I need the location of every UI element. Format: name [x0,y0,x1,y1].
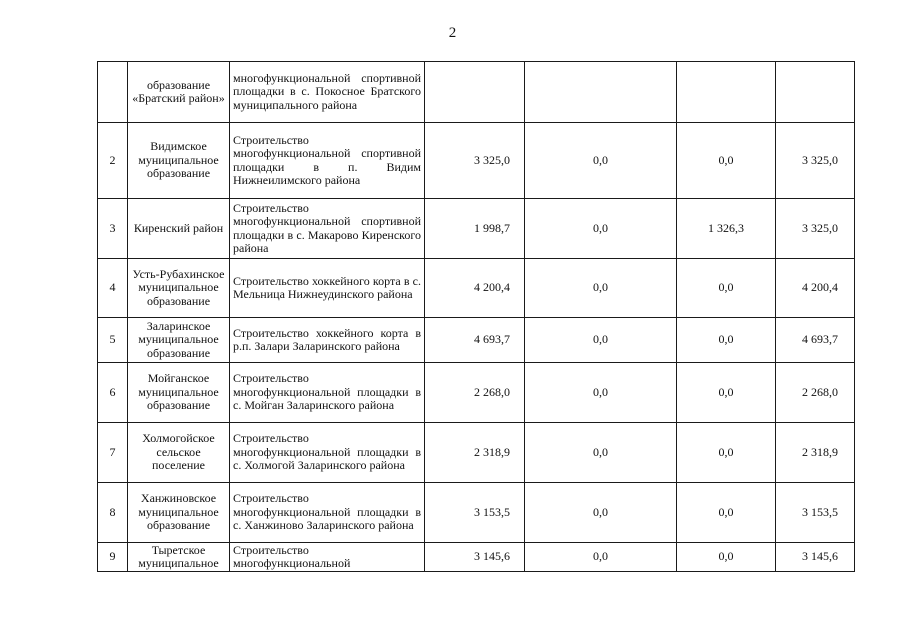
amount-total [776,62,855,123]
amount-2 [525,62,677,123]
table-row [98,123,855,199]
amount-total: 3 153,5 [776,483,855,543]
project-description: Строительство хоккейного корта в р.п. Залари Заларинского района [230,318,425,363]
amount-total: 2 268,0 [776,363,855,423]
row-number [98,62,128,123]
amount-total: 4 200,4 [776,259,855,318]
subsidy-table [97,61,855,572]
table-row [98,543,855,572]
amount-3 [677,62,776,123]
row-number: 9 [98,543,128,572]
table-row [98,199,855,259]
amount-total: 4 693,7 [776,318,855,363]
amount-3: 0,0 [677,363,776,423]
amount-3: 0,0 [677,543,776,572]
amount-3: 0,0 [677,318,776,363]
municipality-name: Киренский район [128,199,230,259]
amount-total: 3 145,6 [776,543,855,572]
municipality-name: Тыретское муниципальное [128,543,230,572]
table-row [98,363,855,423]
amount-2: 0,0 [525,423,677,483]
project-description: Строительство многофункциональной спортивной площадки в с. Макарово Киренского района [230,199,425,259]
amount-1: 4 693,7 [425,318,525,363]
row-number: 4 [98,259,128,318]
amount-2: 0,0 [525,483,677,543]
municipality-name: Мойганское муниципальное образование [128,363,230,423]
table-row [98,318,855,363]
project-description: Строительство многофункциональной площадки в с. Ханжиново Заларинского района [230,483,425,543]
row-number: 2 [98,123,128,199]
amount-1: 2 318,9 [425,423,525,483]
municipality-name: Заларинское муниципальное образование [128,318,230,363]
amount-3: 0,0 [677,483,776,543]
amount-2: 0,0 [525,259,677,318]
amount-2: 0,0 [525,363,677,423]
page-number: 2 [448,25,457,41]
row-number: 6 [98,363,128,423]
municipality-name: Ханжиновское муниципальное образование [128,483,230,543]
row-number: 8 [98,483,128,543]
amount-total: 3 325,0 [776,199,855,259]
project-description: Строительство многофункциональной площадки в с. Мойган Заларинского района [230,363,425,423]
amount-1: 1 998,7 [425,199,525,259]
project-description: многофункциональной спортивной площадки в с. Покосное Братского муниципального района [230,62,425,123]
table-row [98,483,855,543]
amount-1 [425,62,525,123]
municipality-name: Усть-Рубахинское муниципальное образование [128,259,230,318]
amount-2: 0,0 [525,123,677,199]
amount-3: 1 326,3 [677,199,776,259]
amount-2: 0,0 [525,318,677,363]
project-description: Строительство многофункциональной спортивной площадки в п. Видим Нижнеилимского района [230,123,425,199]
municipality-name: образование «Братский район» [128,62,230,123]
amount-1: 4 200,4 [425,259,525,318]
amount-2: 0,0 [525,199,677,259]
project-description: Строительство многофункциональной [230,543,425,572]
table-row [98,259,855,318]
amount-total: 2 318,9 [776,423,855,483]
amount-3: 0,0 [677,123,776,199]
amount-3: 0,0 [677,423,776,483]
row-number: 3 [98,199,128,259]
table-row [98,423,855,483]
project-description: Строительство хоккейного корта в с. Мельница Нижнеудинского района [230,259,425,318]
amount-total: 3 325,0 [776,123,855,199]
municipality-name: Видимское муниципальное образование [128,123,230,199]
row-number: 7 [98,423,128,483]
municipality-name: Холмогойское сельское поселение [128,423,230,483]
amount-1: 3 325,0 [425,123,525,199]
amount-1: 3 153,5 [425,483,525,543]
amount-1: 2 268,0 [425,363,525,423]
amount-2: 0,0 [525,543,677,572]
table-row [98,62,855,123]
row-number: 5 [98,318,128,363]
project-description: Строительство многофункциональной площадки в с. Холмогой Заларинского района [230,423,425,483]
amount-3: 0,0 [677,259,776,318]
amount-1: 3 145,6 [425,543,525,572]
